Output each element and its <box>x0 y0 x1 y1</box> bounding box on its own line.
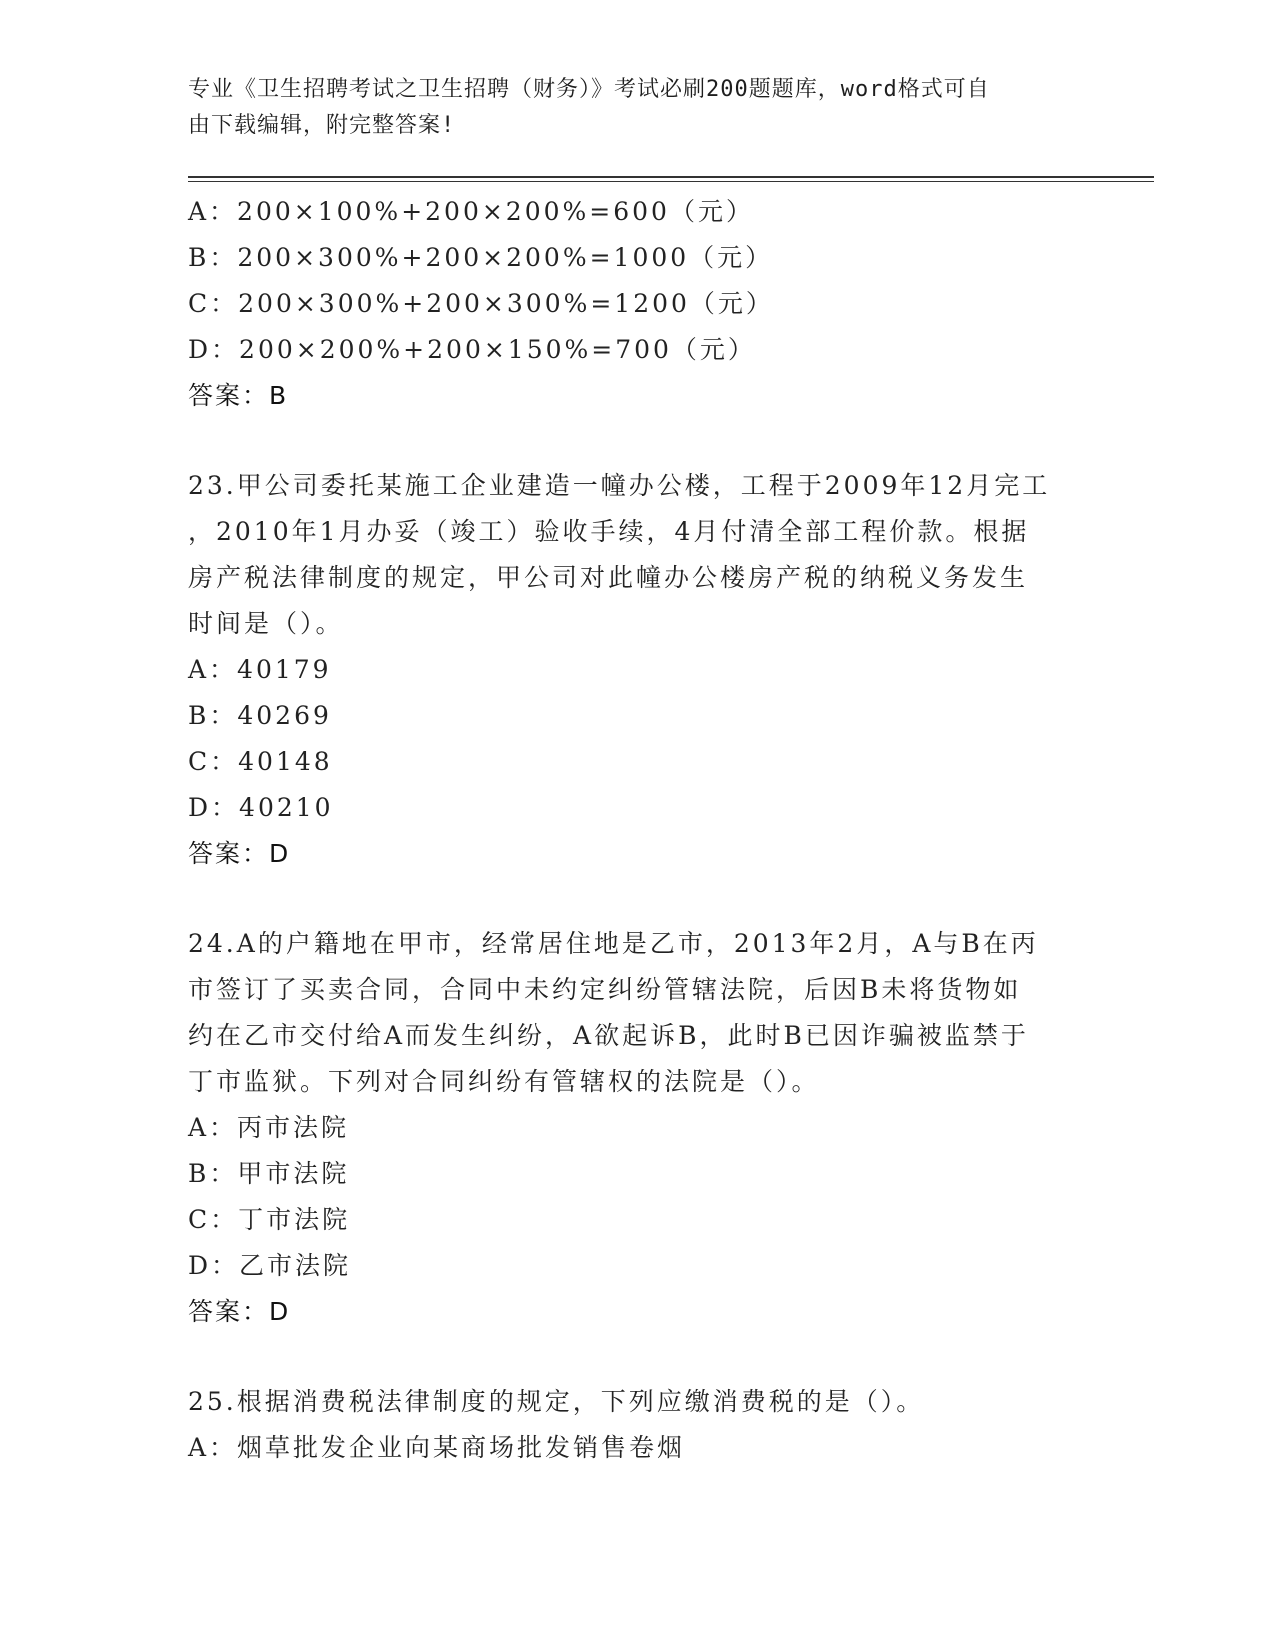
question-stem-line: 时间是（）。 <box>188 609 344 638</box>
question-gap <box>188 877 1088 921</box>
question-stem-line: 24.A的户籍地在甲市，经常居住地是乙市，2013年2月，A与B在丙 <box>188 929 1039 958</box>
header-divider-thin <box>188 181 1154 182</box>
option-a: A：40179 <box>188 655 332 684</box>
option-c: C：200×300%+200×300%=1200（元） <box>188 289 774 318</box>
option-b: B：200×300%+200×200%=1000（元） <box>188 243 774 272</box>
option-c: C：40148 <box>188 747 333 776</box>
question-24 <box>188 921 1088 1335</box>
document-header <box>188 72 1068 144</box>
answer-line: 答案：B <box>188 381 289 410</box>
question-stem-line: 约在乙市交付给A而发生纠纷，A欲起诉B，此时B已因诈骗被监禁于 <box>188 1021 1029 1050</box>
option-a: A：200×100%+200×200%=600（元） <box>188 197 754 226</box>
question-23 <box>188 463 1088 877</box>
header-divider-thick <box>188 176 1154 178</box>
option-a: A：丙市法院 <box>188 1113 350 1142</box>
option-b: B：甲市法院 <box>188 1159 350 1188</box>
option-a: A：烟草批发企业向某商场批发销售卷烟 <box>188 1433 686 1462</box>
answer-line: 答案：D <box>188 839 291 868</box>
question-gap <box>188 419 1088 463</box>
question-stem-line: 市签订了买卖合同，合同中未约定纠纷管辖法院，后因B未将货物如 <box>188 975 1022 1004</box>
question-list <box>188 189 1088 1471</box>
header-line-1: 专业《卫生招聘考试之卫生招聘（财务）》考试必刷200题题库，word格式可自 <box>188 77 990 102</box>
question-22 <box>188 189 1088 419</box>
question-stem-line: 丁市监狱。下列对合同纠纷有管辖权的法院是（）。 <box>188 1067 820 1096</box>
question-gap <box>188 1335 1088 1379</box>
option-d: D：40210 <box>188 793 334 822</box>
option-d: D：200×200%+200×150%=700（元） <box>188 335 756 364</box>
option-d: D：乙市法院 <box>188 1251 352 1280</box>
header-line-2: 由下载编辑，附完整答案! <box>188 113 456 138</box>
question-stem-line: 房产税法律制度的规定，甲公司对此幢办公楼房产税的纳税义务发生 <box>188 563 1029 592</box>
option-b: B：40269 <box>188 701 332 730</box>
question-stem-line: 23.甲公司委托某施工企业建造一幢办公楼，工程于2009年12月完工 <box>188 471 1051 500</box>
question-stem-line: 25.根据消费税法律制度的规定，下列应缴消费税的是（）。 <box>188 1387 925 1416</box>
question-stem-line: ，2010年1月办妥（竣工）验收手续，4月付清全部工程价款。根据 <box>188 517 1030 546</box>
option-c: C：丁市法院 <box>188 1205 351 1234</box>
answer-line: 答案：D <box>188 1297 291 1326</box>
question-25 <box>188 1379 1088 1471</box>
